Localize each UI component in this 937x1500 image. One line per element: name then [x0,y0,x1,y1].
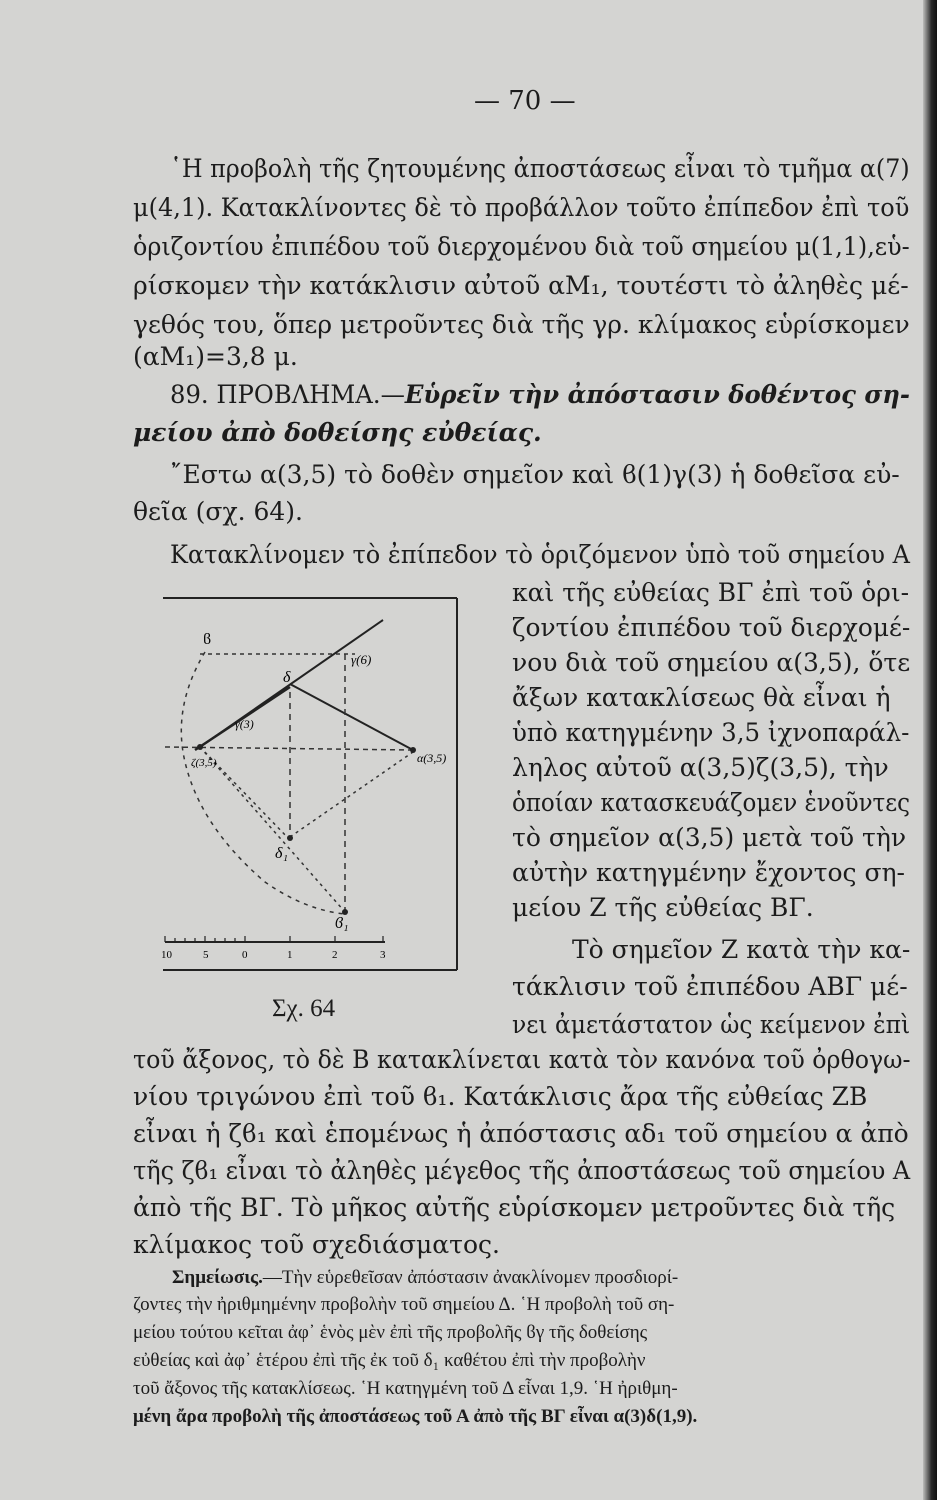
point-z [197,744,203,750]
text-line: ληλος αὐτοῦ α(3,5)ζ(3,5), τὴν [512,753,889,782]
problem-title: Εὑρεῖν τὴν ἀπόστασιν δοθέντος ση- [404,380,911,409]
text-line: Τὸ σημεῖον Ζ κατὰ τὴν κα- [572,935,911,964]
label-a: α(3,5) [417,751,447,765]
scale-label-10: 10 [161,949,172,961]
note-line: μένη ἄρα προβολὴ τῆς ἀποστάσεως τοῦ Α ἀπὸ τῆς ΒΓ εἶναι α(3)δ(1,9). [133,1406,698,1427]
text-line: εἶναι ἡ ζϐ₁ καὶ ἑπομένως ἡ ἀπόστασις αδ₁ τοῦ σημείου α ἀπὸ [133,1119,909,1148]
text-line: Κατακλίνομεν τὸ ἐπίπεδον τὸ ὁριζόμενον ὑπὸ τοῦ σημείου Α [170,540,910,569]
point-d1 [287,835,293,841]
text-line: ἀπὸ τῆς ΒΓ. Τὸ μῆκος αὐτῆς εὑρίσκομεν μετροῦντες διὰ τῆς [133,1193,896,1222]
note-rest: —Τὴν εὑρεθεῖσαν ἀπόστασιν ἀνακλίνομεν προσδιορί- [262,1267,679,1288]
text-line: θεῖα (σχ. 64). [133,497,304,526]
rotation-arc [181,652,345,914]
label-g6: γ(6) [351,652,372,667]
label-d1: δ₁ [275,845,288,862]
page-number: — 70 — [474,86,576,116]
scale-label-3: 3 [380,949,386,961]
text-line: τῆς ζϐ₁ εἶναι τὸ ἀληθὲς μέγεθος τῆς ἀποστάσεως τοῦ σημείου Α [133,1156,911,1185]
text-line: (αΜ₁)=3,8 μ. [133,342,298,371]
text-line: αὐτὴν κατηγμένην ἔχοντος ση- [512,858,905,887]
text-line: τάκλισιν τοῦ ἐπιπέδου ΑΒΓ μέ- [512,972,908,1001]
note-line: μείου τούτου κεῖται ἀφ᾽ ἑνὸς μὲν ἐπὶ τῆς προβολῆς ϐγ τῆς δοθείσης [133,1322,648,1343]
note-line: ζοντες τὴν ἠριθμημένην προβολὴν τοῦ σημείου Δ. ῾Η προβολὴ τοῦ ση- [133,1294,675,1315]
problem-heading [170,380,910,410]
text-line: ῾Η προβολὴ τῆς ζητουμένης ἀποστάσεως εἶναι τὸ τμῆμα α(7) [170,154,910,183]
label-g3: γ(3) [235,717,254,731]
text-line: ρίσκομεν τὴν κατάκλισιν αὐτοῦ αΜ₁, τουτέστι τὸ ἀληθὲς μέ- [133,271,909,300]
point-a [410,747,416,753]
text-line: ὁριζοντίου ἐπιπέδου τοῦ διερχομένου διὰ τοῦ σημείου μ(1,1),εὑ- [133,232,910,261]
scale-label-5: 5 [203,949,209,961]
label-b1: ϐ₁ [335,915,349,932]
text-line: τοῦ ἄξονος, τὸ δὲ Β κατακλίνεται κατὰ τὸν κανόνα τοῦ ὀρθογω- [133,1045,911,1074]
text-line: νίου τριγώνου ἐπὶ τοῦ ϐ₁. Κατάκλισις ἄρα τῆς εὐθείας ΖΒ [133,1082,868,1111]
text-line: μείου Ζ τῆς εὐθείας ΒΓ. [512,893,814,922]
text-line: ἄξων κατακλίσεως θὰ εἶναι ἡ [512,683,891,712]
text-line: ὑπὸ κατηγμένην 3,5 ἰχνοπαράλ- [512,718,910,747]
note-first-line [172,1265,678,1291]
problem-title-cont: μείου ἀπὸ δοθείσης εὐθείας. [133,418,542,447]
book-gutter-shadow [923,0,937,1500]
scale-label-0: 0 [242,949,248,961]
figure-caption: Σχ. 64 [272,995,336,1022]
figure-64 [155,592,460,972]
line-d1-a [290,752,413,837]
text-line: γεθός του, ὅπερ μετροῦντες διὰ τῆς γρ. κλίμακος εὑρίσκομεν [133,310,910,339]
note-line: τοῦ ἄξονος τῆς κατακλίσεως. ῾Η κατηγμένη τοῦ Δ εἶναι 1,9. ῾Η ἠριθμη- [133,1378,678,1399]
label-b: ϐ [203,631,212,648]
problem-number: 89. ΠΡΟΒΛΗΜΑ.— [170,380,405,409]
text-line: νου διὰ τοῦ σημείου α(3,5), ὅτε [512,648,911,677]
scale-label-2: 2 [332,949,338,961]
text-line: ῎Εστω α(3,5) τὸ δοθὲν σημεῖον καὶ ϐ(1)γ(3) ἡ δοθεῖσα εὐ- [170,460,900,489]
note-line: εὐθείας καὶ ἀφ᾽ ἑτέρου ἐπὶ τῆς ἐκ τοῦ δ₁ καθέτου ἐπὶ τὴν προβολὴν [133,1350,646,1371]
text-line: καὶ τῆς εὐθείας ΒΓ ἐπὶ τοῦ ὁρι- [512,578,910,607]
text-line: ζοντίου ἐπιπέδου τοῦ διερχομέ- [512,613,911,642]
text-line: μ(4,1). Κατακλίνοντες δὲ τὸ προβάλλον τοῦτο ἐπίπεδον ἐπὶ τοῦ [133,193,910,222]
label-d: δ [283,669,291,686]
scale-label-1: 1 [287,949,293,961]
note-head: Σημείωσις. [172,1267,263,1288]
text-line: νει ἀμετάστατον ὡς κείμενον ἐπὶ [512,1010,911,1039]
text-line: κλίμακος τοῦ σχεδιάσματος. [133,1230,500,1259]
label-z: ζ(3,5) [191,757,217,769]
line-d-a [290,684,413,750]
text-line: τὸ σημεῖον α(3,5) μετὰ τοῦ τὴν [512,823,907,852]
text-line: ὁποίαν κατασκευάζομεν ἑνοῦντες [512,788,911,817]
